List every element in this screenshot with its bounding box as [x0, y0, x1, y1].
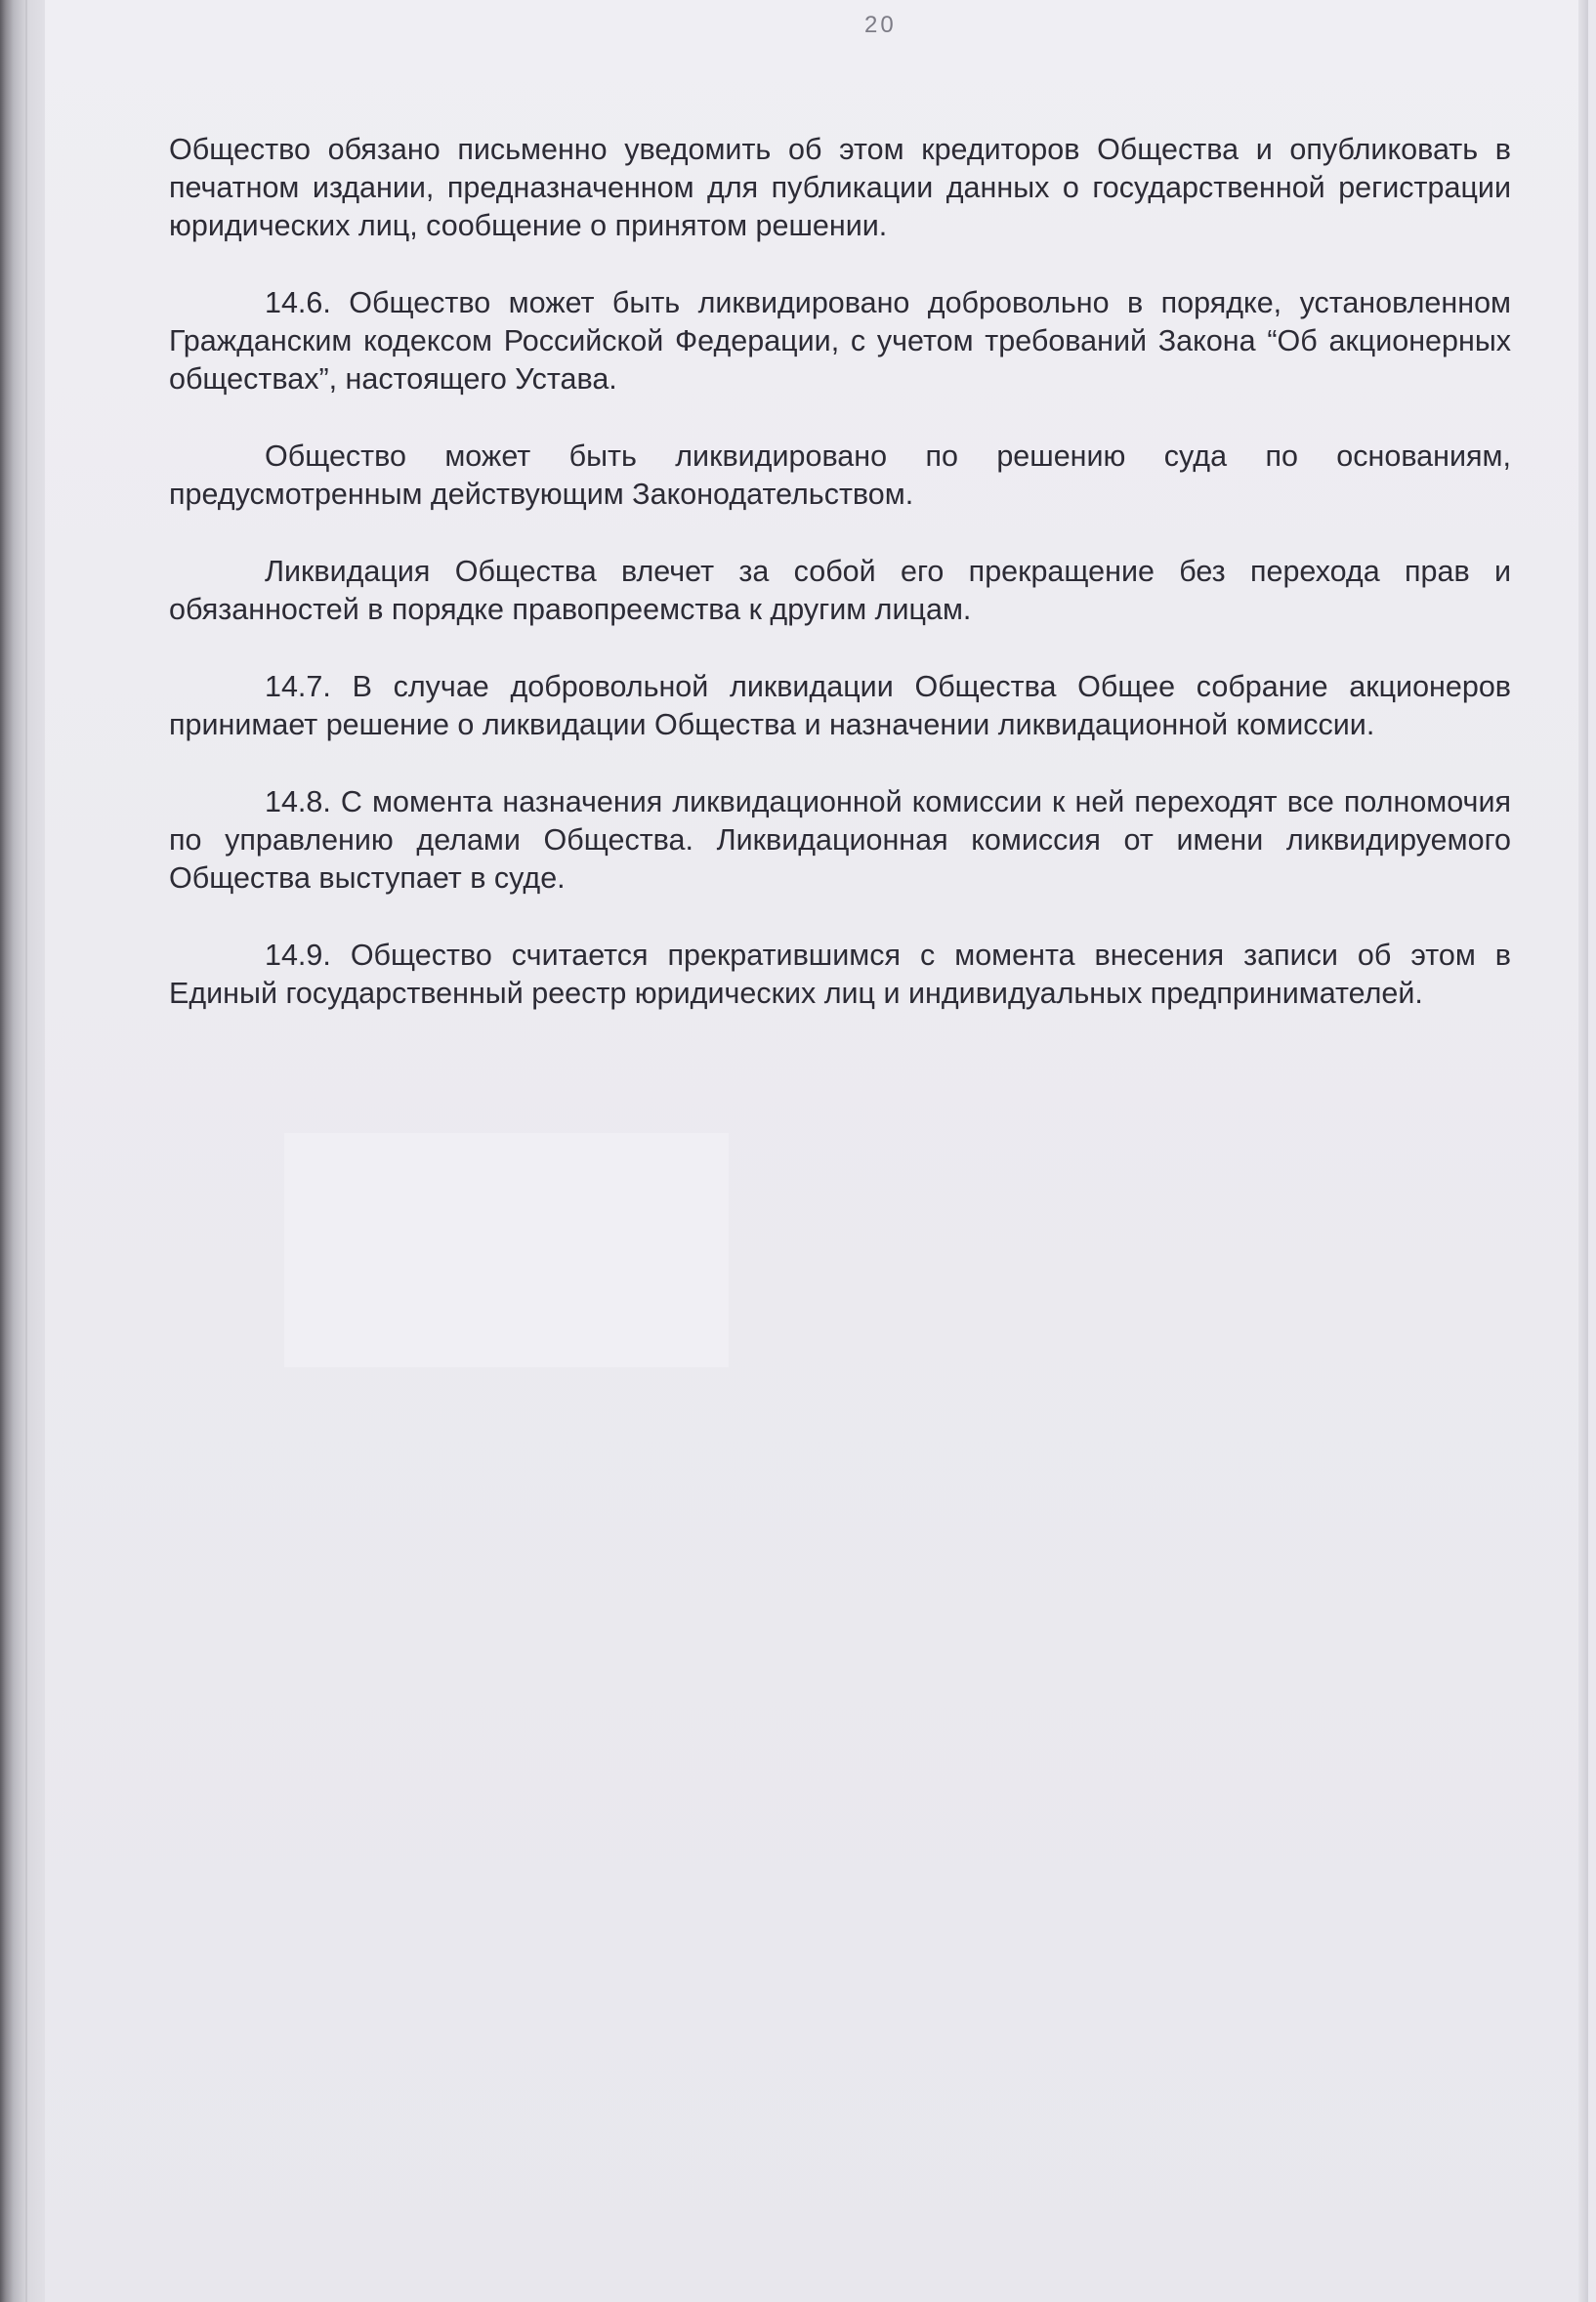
paragraph-14-8: 14.8. С момента назначения ликвидационной комиссии к ней переходят все полномочия по управлению делами Общества. Ликвидационная комиссия от имени ликвидируемого Общества выступает в суде. — [169, 785, 1511, 895]
paragraph-14-6: 14.6. Общество может быть ликвидировано добровольно в порядке, установленном Гражданским кодексом Российской Федерации, с учетом требований Закона “Об акционерных обществах”, настоящего Устава. — [169, 286, 1511, 396]
paragraph-creditor-notice: Общество обязано письменно уведомить об этом кредиторов Общества и опубликовать в печатном издании, предназначенном для публикации данных о государственной регистрации юридических лиц, сообщение о принятом решении. — [169, 133, 1511, 242]
document-body — [169, 131, 1511, 1052]
spine-fold-line — [25, 0, 27, 2302]
paragraph-liquidation-effect: Ликвидация Общества влечет за собой его прекращение без перехода прав и обязанностей в порядке правопреемства к другим лицам. — [169, 555, 1511, 626]
paragraph-14-9: 14.9. Общество считается прекратившимся с момента внесения записи об этом в Единый государственный реестр юридических лиц и индивидуальных предпринимателей. — [169, 939, 1511, 1010]
faint-stamp-area — [284, 1133, 729, 1367]
paragraph-14-7: 14.7. В случае добровольной ликвидации Общества Общее собрание акционеров принимает решение о ликвидации Общества и назначении ликвидационной комиссии. — [169, 670, 1511, 741]
page-number: 20 — [864, 12, 897, 38]
page-right-edge — [1578, 0, 1588, 2302]
paragraph-court-liquidation: Общество может быть ликвидировано по решению суда по основаниям, предусмотренным действующим Законодательством. — [169, 439, 1511, 511]
